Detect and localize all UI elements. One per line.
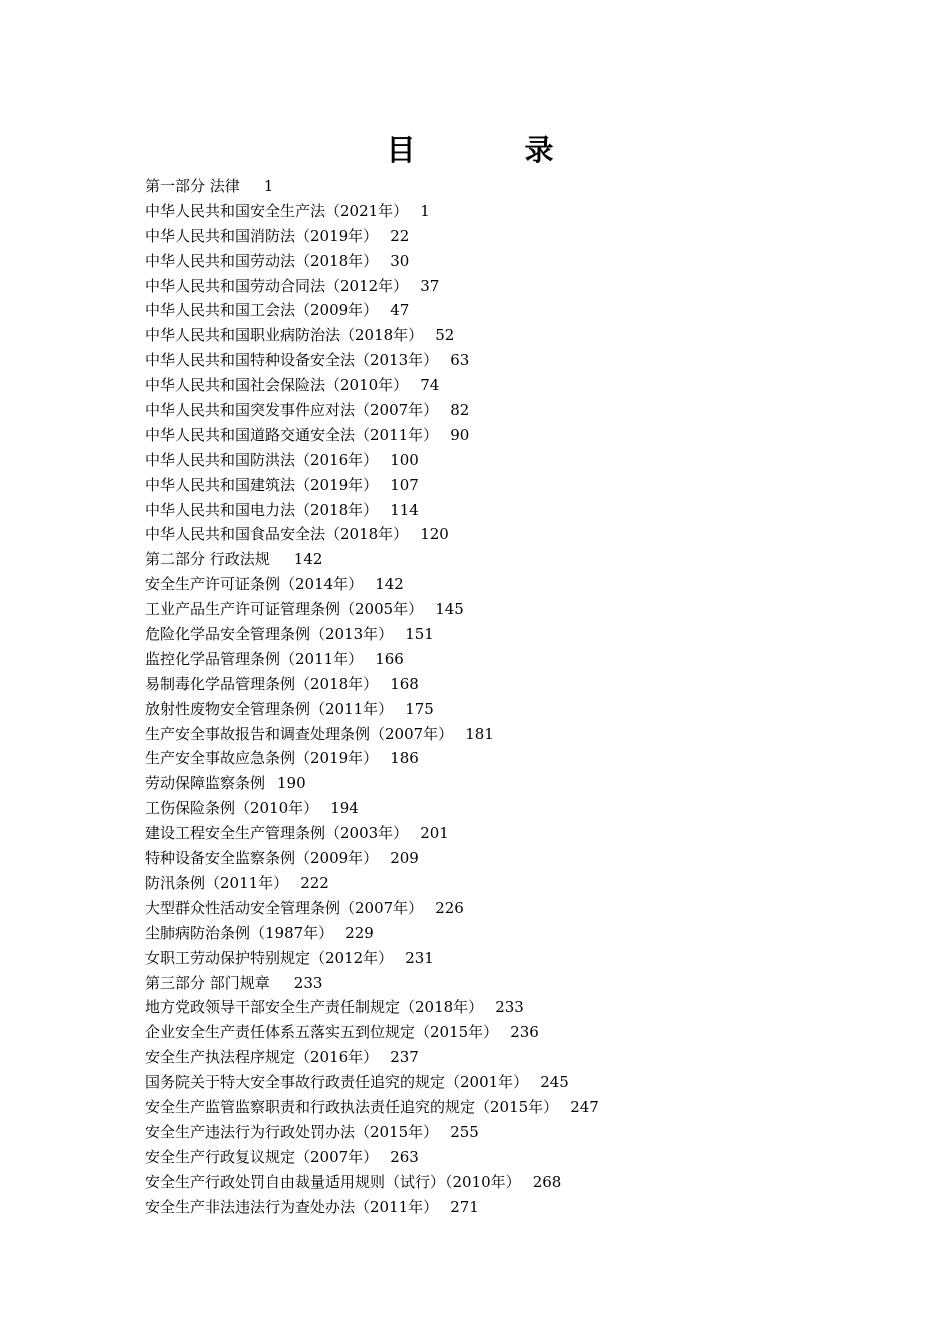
toc-page-number: 166 xyxy=(375,649,404,668)
toc-entry[interactable] xyxy=(145,597,845,622)
toc-entry[interactable] xyxy=(145,821,845,846)
toc-entry[interactable] xyxy=(145,224,845,249)
toc-page-number: 247 xyxy=(570,1097,599,1116)
toc-page-number: 168 xyxy=(390,674,419,693)
toc-page-number: 231 xyxy=(405,948,434,967)
toc-entry-title: 第二部分 行政法规 xyxy=(145,550,270,569)
toc-entry[interactable] xyxy=(145,672,845,697)
toc-entry-title: 中华人民共和国突发事件应对法（2007年） xyxy=(145,401,439,420)
page-title: 目 录 xyxy=(386,133,594,167)
toc-entry-title: 特种设备安全监察条例（2009年） xyxy=(145,849,379,868)
toc-page-number: 181 xyxy=(465,724,494,743)
toc-entry[interactable] xyxy=(145,199,845,224)
toc-page-number: 63 xyxy=(450,351,470,370)
toc-entry[interactable] xyxy=(145,323,845,348)
toc-entry[interactable] xyxy=(145,249,845,274)
toc-entry-title: 中华人民共和国食品安全法（2018年） xyxy=(145,525,409,544)
toc-page-number: 151 xyxy=(405,625,434,644)
toc-entry[interactable] xyxy=(145,647,845,672)
toc-entry-title: 中华人民共和国安全生产法（2021年） xyxy=(145,201,409,220)
toc-entry-title: 安全生产许可证条例（2014年） xyxy=(145,575,364,594)
toc-page-number: 47 xyxy=(390,301,410,320)
toc-entry[interactable] xyxy=(145,697,845,722)
toc-entry[interactable] xyxy=(145,298,845,323)
toc-page-number: 100 xyxy=(390,450,419,469)
toc-page-number: 222 xyxy=(300,873,329,892)
toc-entry-title: 劳动保障监察条例 xyxy=(145,774,266,793)
toc-entry-title: 地方党政领导干部安全生产责任制规定（2018年） xyxy=(145,998,484,1017)
toc-page-number: 37 xyxy=(420,276,440,295)
toc-section-heading[interactable] xyxy=(145,174,845,199)
toc-entry[interactable] xyxy=(145,896,845,921)
toc-page-number: 229 xyxy=(345,923,374,942)
toc-entry[interactable] xyxy=(145,1145,845,1170)
toc-page-number: 1 xyxy=(420,201,430,220)
toc-entry[interactable] xyxy=(145,448,845,473)
toc-entry-title: 企业安全生产责任体系五落实五到位规定（2015年） xyxy=(145,1023,499,1042)
toc-page-number: 255 xyxy=(450,1122,479,1141)
toc-entry-title: 工伤保险条例（2010年） xyxy=(145,799,319,818)
toc-page-number: 52 xyxy=(435,326,455,345)
toc-page-number: 237 xyxy=(390,1048,419,1067)
toc-entry-title: 安全生产监管监察职责和行政执法责任追究的规定（2015年） xyxy=(145,1097,559,1116)
toc-page-number: 107 xyxy=(390,475,419,494)
toc-entry-title: 放射性废物安全管理条例（2011年） xyxy=(145,699,394,718)
toc-entry-title: 国务院关于特大安全事故行政责任追究的规定（2001年） xyxy=(145,1073,529,1092)
toc-entry-title: 第一部分 法律 xyxy=(145,177,240,195)
toc-entry-title: 建设工程安全生产管理条例（2003年） xyxy=(145,824,409,843)
toc-entry[interactable] xyxy=(145,522,845,547)
toc-entry[interactable] xyxy=(145,746,845,771)
toc-entry[interactable] xyxy=(145,796,845,821)
toc-page-number: 201 xyxy=(420,824,449,843)
toc-page-number: 82 xyxy=(450,401,470,420)
toc-page-number: 190 xyxy=(277,774,306,793)
toc-entry-title: 中华人民共和国劳动合同法（2012年） xyxy=(145,276,409,295)
toc-page-number: 142 xyxy=(293,550,323,569)
toc-page-number: 263 xyxy=(390,1147,419,1166)
toc-entry-title: 中华人民共和国道路交通安全法（2011年） xyxy=(145,425,439,444)
toc-entry[interactable] xyxy=(145,722,845,747)
toc-entry[interactable] xyxy=(145,921,845,946)
toc-page-number: 209 xyxy=(390,849,419,868)
toc-entry[interactable] xyxy=(145,1195,845,1220)
toc-entry[interactable] xyxy=(145,473,845,498)
toc-entry-title: 工业产品生产许可证管理条例（2005年） xyxy=(145,600,424,619)
toc-entry[interactable] xyxy=(145,373,845,398)
toc-entry-title: 危险化学品安全管理条例（2013年） xyxy=(145,625,394,644)
toc-entry[interactable] xyxy=(145,771,845,796)
toc-entry-title: 安全生产非法违法行为查处办法（2011年） xyxy=(145,1197,439,1216)
toc-entry[interactable] xyxy=(145,1170,845,1195)
toc-page-number: 245 xyxy=(540,1073,569,1092)
toc-entry-title: 易制毒化学品管理条例（2018年） xyxy=(145,674,379,693)
toc-page-number: 271 xyxy=(450,1197,479,1216)
toc-entry-title: 中华人民共和国职业病防治法（2018年） xyxy=(145,326,424,345)
toc-entry-title: 安全生产违法行为行政处罚办法（2015年） xyxy=(145,1122,439,1141)
toc-entry[interactable] xyxy=(145,1070,845,1095)
toc-page-number: 233 xyxy=(293,973,323,992)
toc-entry[interactable] xyxy=(145,846,845,871)
toc-page-number: 114 xyxy=(390,500,419,519)
toc-page-number: 186 xyxy=(390,749,419,768)
toc-section-heading[interactable] xyxy=(145,547,845,572)
toc-entry-title: 中华人民共和国防洪法（2016年） xyxy=(145,450,379,469)
toc-page-number: 120 xyxy=(420,525,449,544)
toc-page-number: 142 xyxy=(375,575,404,594)
toc-entry[interactable] xyxy=(145,274,845,299)
toc-page-number: 268 xyxy=(532,1172,562,1191)
toc-entry[interactable] xyxy=(145,622,845,647)
toc-page-number: 236 xyxy=(510,1023,539,1042)
toc-page-number: 22 xyxy=(390,226,410,245)
toc-entry-title: 中华人民共和国消防法（2019年） xyxy=(145,226,379,245)
table-of-contents xyxy=(145,174,845,1219)
toc-entry-title: 生产安全事故报告和调查处理条例（2007年） xyxy=(145,724,454,743)
toc-page-number: 175 xyxy=(405,699,434,718)
toc-entry[interactable] xyxy=(145,423,845,448)
toc-entry-title: 安全生产行政处罚自由裁量适用规则（试行）（2010年） xyxy=(145,1172,521,1191)
toc-section-heading[interactable] xyxy=(145,971,845,996)
toc-entry-title: 防汛条例（2011年） xyxy=(145,873,289,892)
toc-entry[interactable] xyxy=(145,995,845,1020)
toc-entry-title: 中华人民共和国建筑法（2019年） xyxy=(145,475,379,494)
toc-entry[interactable] xyxy=(145,1020,845,1045)
toc-page-number: 226 xyxy=(435,898,464,917)
toc-entry-title: 生产安全事故应急条例（2019年） xyxy=(145,749,379,768)
toc-entry-title: 中华人民共和国工会法（2009年） xyxy=(145,301,379,320)
toc-entry[interactable] xyxy=(145,572,845,597)
toc-entry-title: 尘肺病防治条例（1987年） xyxy=(145,923,334,942)
toc-entry[interactable] xyxy=(145,498,845,523)
toc-page-number: 233 xyxy=(495,998,524,1017)
toc-page-number: 74 xyxy=(420,376,440,395)
toc-entry-title: 中华人民共和国劳动法（2018年） xyxy=(145,251,379,270)
toc-entry[interactable] xyxy=(145,398,845,423)
toc-entry-title: 第三部分 部门规章 xyxy=(145,973,270,992)
toc-entry[interactable] xyxy=(145,871,845,896)
toc-page-number: 194 xyxy=(330,799,359,818)
toc-entry[interactable] xyxy=(145,1120,845,1145)
toc-page-number: 145 xyxy=(435,600,464,619)
toc-entry-title: 监控化学品管理条例（2011年） xyxy=(145,649,364,668)
toc-entry[interactable] xyxy=(145,348,845,373)
toc-entry[interactable] xyxy=(145,1095,845,1120)
toc-page-number: 90 xyxy=(450,425,470,444)
toc-entry-title: 中华人民共和国特种设备安全法（2013年） xyxy=(145,351,439,370)
toc-entry-title: 安全生产行政复议规定（2007年） xyxy=(145,1147,379,1166)
toc-entry-title: 女职工劳动保护特别规定（2012年） xyxy=(145,948,394,967)
toc-entry-title: 中华人民共和国社会保险法（2010年） xyxy=(145,376,409,395)
toc-page-number: 30 xyxy=(390,251,410,270)
toc-entry-title: 中华人民共和国电力法（2018年） xyxy=(145,500,379,519)
toc-entry-title: 大型群众性活动安全管理条例（2007年） xyxy=(145,898,424,917)
toc-entry[interactable] xyxy=(145,946,845,971)
toc-entry[interactable] xyxy=(145,1045,845,1070)
toc-page-number: 1 xyxy=(263,177,274,195)
toc-entry-title: 安全生产执法程序规定（2016年） xyxy=(145,1048,379,1067)
